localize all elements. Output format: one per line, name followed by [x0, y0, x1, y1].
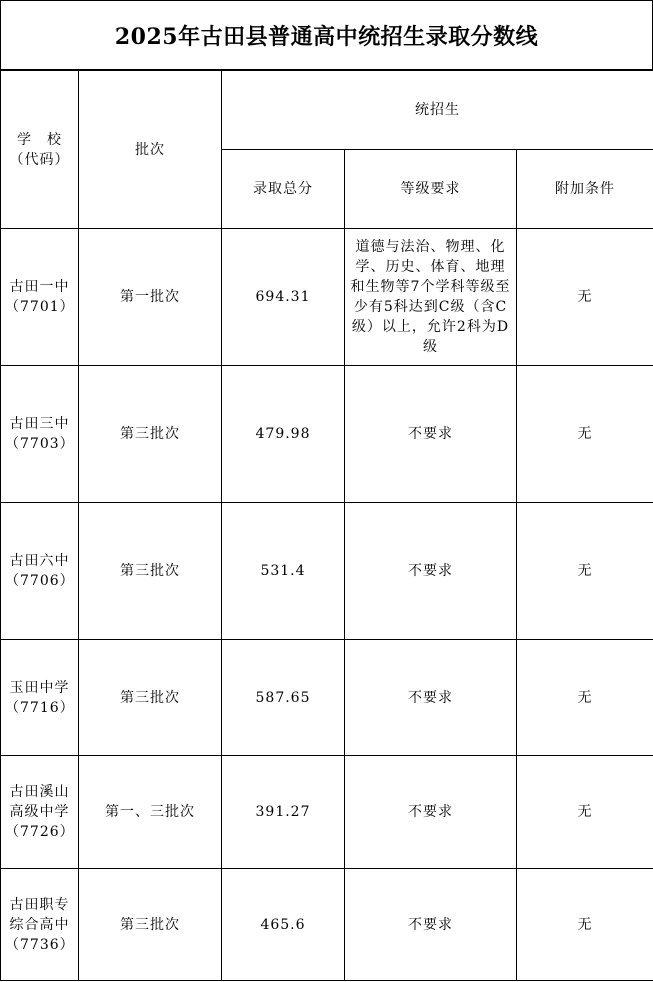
grade-requirement: 不要求	[345, 756, 517, 869]
grade-requirement: 不要求	[345, 869, 517, 981]
header-additional-conditions: 附加条件	[517, 150, 653, 229]
header-unified-enrollment: 统招生	[222, 71, 653, 150]
table-row	[1, 756, 653, 869]
table-row	[1, 869, 653, 981]
total-score: 587.65	[222, 640, 345, 756]
school-name: 古田三中 （7703）	[1, 366, 79, 503]
additional-conditions: 无	[517, 640, 653, 756]
grade-requirement: 道德与法治、物理、化学、历史、体育、地理和生物等7个学科等级至少有5科达到C级（含C级）以上，允许2科为D级	[345, 229, 517, 366]
additional-conditions: 无	[517, 756, 653, 869]
header-total-score: 录取总分	[222, 150, 345, 229]
total-score: 694.31	[222, 229, 345, 366]
batch: 第一批次	[79, 229, 222, 366]
school-name: 古田一中 （7701）	[1, 229, 79, 366]
header-row-group	[1, 71, 653, 150]
header-school: 学 校 （代码）	[1, 71, 79, 229]
school-name: 玉田中学 （7716）	[1, 640, 79, 756]
batch: 第三批次	[79, 640, 222, 756]
batch: 第三批次	[79, 503, 222, 640]
batch: 第一、三批次	[79, 756, 222, 869]
page-title: 2025年古田县普通高中统招生录取分数线	[0, 0, 653, 70]
batch: 第三批次	[79, 366, 222, 503]
school-name: 古田职专 综合高中 （7736）	[1, 869, 79, 981]
additional-conditions: 无	[517, 229, 653, 366]
school-name: 古田六中 （7706）	[1, 503, 79, 640]
grade-requirement: 不要求	[345, 503, 517, 640]
additional-conditions: 无	[517, 503, 653, 640]
batch: 第三批次	[79, 869, 222, 981]
total-score: 479.98	[222, 366, 345, 503]
grade-requirement: 不要求	[345, 366, 517, 503]
school-name: 古田溪山 高级中学 （7726）	[1, 756, 79, 869]
additional-conditions: 无	[517, 869, 653, 981]
header-batch: 批次	[79, 71, 222, 229]
table-row	[1, 229, 653, 366]
total-score: 391.27	[222, 756, 345, 869]
table-row	[1, 503, 653, 640]
table-row	[1, 366, 653, 503]
total-score: 465.6	[222, 869, 345, 981]
header-grade-requirement: 等级要求	[345, 150, 517, 229]
total-score: 531.4	[222, 503, 345, 640]
additional-conditions: 无	[517, 366, 653, 503]
table-row	[1, 640, 653, 756]
admission-score-table	[0, 70, 653, 981]
grade-requirement: 不要求	[345, 640, 517, 756]
